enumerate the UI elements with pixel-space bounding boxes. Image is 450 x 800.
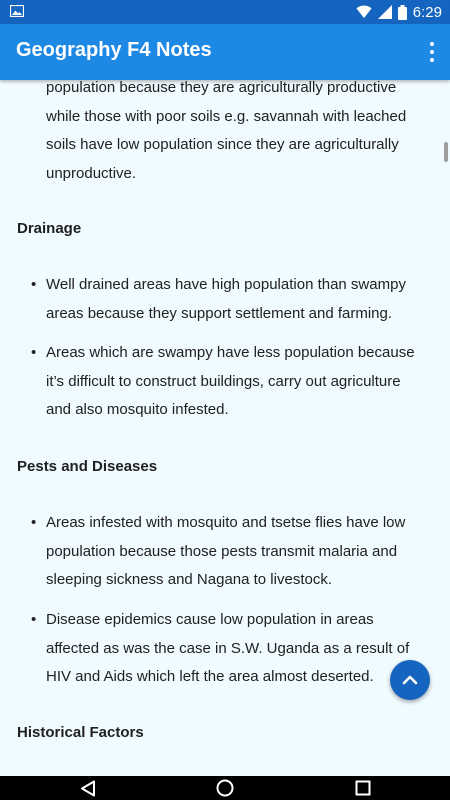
- status-bar: [0, 0, 450, 24]
- back-icon[interactable]: [80, 780, 96, 797]
- paragraph-line: while those with poor soils e.g. savannah with leached: [46, 107, 407, 125]
- home-icon[interactable]: [216, 779, 234, 797]
- menu-dot: [430, 42, 434, 46]
- section-heading-drainage: Drainage: [17, 220, 82, 237]
- bullet-line: • Disease epidemics cause low population in areas: [46, 611, 374, 628]
- battery-icon: [398, 5, 407, 20]
- overflow-menu-icon[interactable]: [428, 40, 436, 64]
- app-title: Geography F4 Notes: [16, 39, 212, 61]
- paragraph-line: soils have low population since they are agriculturally: [46, 136, 399, 154]
- paragraph-line: population because they are agriculturally productive: [46, 80, 397, 96]
- bullet-line: • Areas infested with mosquito and tsetse flies have low: [46, 514, 406, 531]
- navigation-bar: [0, 776, 450, 800]
- bullet-item: [46, 271, 431, 328]
- bullet-line: HIV and Aids which left the area almost deserted.: [46, 668, 374, 686]
- bullet-line: affected as was the case in S.W. Uganda as a result of: [46, 639, 410, 657]
- wifi-icon: [356, 5, 372, 19]
- bullet-line: and also mosquito infested.: [46, 401, 229, 419]
- signal-icon: [378, 5, 392, 19]
- bullet-line: it’s difficult to construct buildings, carry out agriculture: [46, 372, 401, 390]
- scrollbar-thumb[interactable]: [444, 142, 448, 162]
- bullet-line: sleeping sickness and Nagana to livestock.: [46, 571, 332, 589]
- status-time: 6:29: [412, 3, 442, 21]
- menu-dot: [430, 50, 434, 54]
- notes-content[interactable]: [0, 80, 450, 776]
- scroll-to-top-button[interactable]: [390, 660, 430, 700]
- bullet-line: areas because they support settlement and farming.: [46, 304, 393, 322]
- intro-paragraph: [46, 80, 426, 188]
- paragraph-line: unproductive.: [46, 164, 137, 182]
- chevron-up-icon: [402, 674, 418, 686]
- bullet-line: • Areas which are swampy have less population because: [46, 344, 415, 361]
- image-notification-icon: [10, 5, 24, 17]
- bullet-line: • Well drained areas have high population than swampy: [46, 276, 406, 293]
- bullet-item: [46, 606, 431, 692]
- section-heading-pests-diseases: Pests and Diseases: [17, 458, 158, 475]
- bullet-item: [46, 339, 431, 425]
- section-heading-historical-factors: Historical Factors: [17, 724, 144, 741]
- menu-dot: [430, 58, 434, 62]
- recents-icon[interactable]: [355, 780, 371, 796]
- bullet-line: population because those pests transmit malaria and: [46, 542, 398, 560]
- app-bar: [0, 24, 450, 80]
- bullet-item: [46, 509, 431, 595]
